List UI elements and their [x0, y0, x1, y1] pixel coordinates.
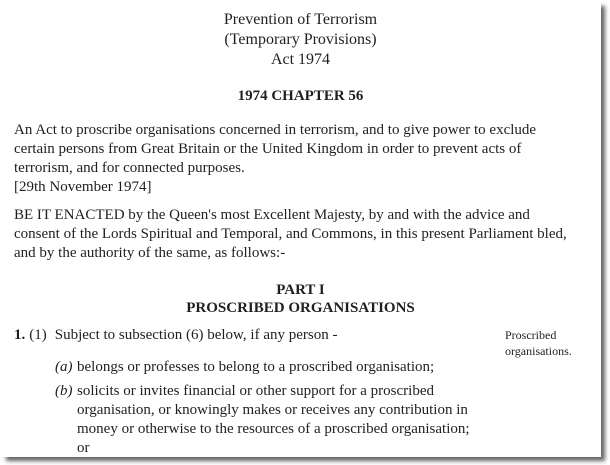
- section-1-opening: [14, 326, 587, 345]
- clause-a: [55, 358, 587, 377]
- long-title-paragraph: An Act to proscribe organisations concerned in terrorism, and to give power to exclude certain persons from Great Britain or the United Kingdom in order to prevent acts of terrorism, and for connected purposes.: [14, 122, 537, 176]
- margin-note: Proscribed organisations.: [505, 328, 572, 358]
- enacting-formula: BE IT ENACTED by the Queen's most Excellent Majesty, by and with the advice and consent of the Lords Spiritual and Temporal, and Commons, in this present Parliament bled, and by the authority of the same, as follows:-: [14, 207, 567, 261]
- clause-b: [55, 382, 587, 458]
- chapter-heading: 1974 CHAPTER 56: [237, 88, 364, 104]
- part-number: PART I: [276, 282, 325, 298]
- clause-a-marker: (a): [55, 359, 73, 375]
- clause-b-text: solicits or invites financial or other support for a proscribed organisation, or knowingly makes or receives any contribution in money or otherwise to the resources of a proscribed organisation; or: [77, 383, 470, 456]
- section-opening-text: Subject to subsection (6) below, if any person -: [54, 327, 338, 343]
- clause-a-text: belongs or professes to belong to a proscribed organisation;: [77, 359, 435, 375]
- enactment-date: [29th November 1974]: [14, 179, 152, 195]
- part-title: PROSCRIBED ORGANISATIONS: [186, 300, 415, 316]
- part-heading: [14, 281, 587, 317]
- clause-b-marker: (b): [55, 383, 73, 399]
- subsection-number: (1): [29, 327, 47, 343]
- section-number: 1.: [14, 327, 26, 343]
- act-title: Prevention of Terrorism (Temporary Provisions) Act 1974: [223, 11, 378, 68]
